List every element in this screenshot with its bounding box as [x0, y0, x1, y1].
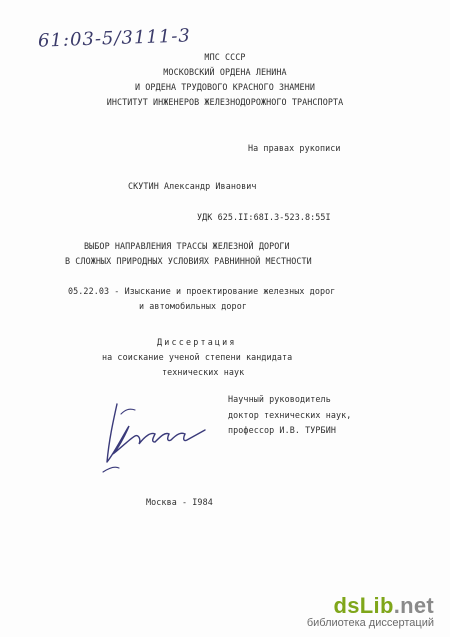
- author-signature: [95, 392, 215, 482]
- udk-code: УДК 625.II:68I.3-523.8:55I: [197, 212, 331, 222]
- logo-domain-text: .net: [393, 593, 434, 618]
- degree-line-1: на соискание ученой степени кандидата: [102, 352, 293, 362]
- institute-name-line: ИНСТИТУТ ИНЖЕНЕРОВ ЖЕЛЕЗНОДОРОЖНОГО ТРАНСПОРТА: [106, 97, 344, 107]
- supervisor-line-1: Научный руководитель: [228, 394, 331, 404]
- place-and-year: Москва - I984: [146, 497, 213, 507]
- watermark-subtitle: библиотека диссертаций: [306, 617, 434, 629]
- handwritten-catalog-number: 61:03-5/3111-3: [37, 25, 192, 52]
- supervisor-line-3: профессор И.В. ТУРБИН: [228, 425, 336, 435]
- title-line-2: В СЛОЖНЫХ ПРИРОДНЫХ УСЛОВИЯХ РАВНИННОЙ МЕСТНОСТИ: [65, 256, 312, 266]
- dslib-watermark: [307, 593, 434, 629]
- degree-line-2: технических наук: [162, 367, 245, 377]
- author-name: СКУТИН Александр Иванович: [128, 181, 257, 191]
- ministry-line: МПС СССР: [204, 52, 246, 62]
- specialty-line-1: 05.22.03 - Изыскание и проектирование железных дорог: [68, 286, 336, 296]
- specialty-line-2: и автомобильных дорог: [139, 301, 247, 311]
- institute-order-line-1: МОСКОВСКИЙ ОРДЕНА ЛЕНИНА: [163, 67, 287, 77]
- institute-order-line-2: И ОРДЕНА ТРУДОВОГО КРАСНОГО ЗНАМЕНИ: [135, 82, 315, 92]
- manuscript-rights-note: На правах рукописи: [248, 143, 341, 153]
- dissertation-label: Диссертация: [157, 337, 237, 347]
- supervisor-line-2: доктор технических наук,: [228, 410, 352, 420]
- title-line-1: ВЫБОР НАПРАВЛЕНИЯ ТРАССЫ ЖЕЛЕЗНОЙ ДОРОГИ: [84, 241, 290, 251]
- logo-main-text: dsLib: [333, 593, 394, 618]
- dslib-logo: [307, 593, 434, 619]
